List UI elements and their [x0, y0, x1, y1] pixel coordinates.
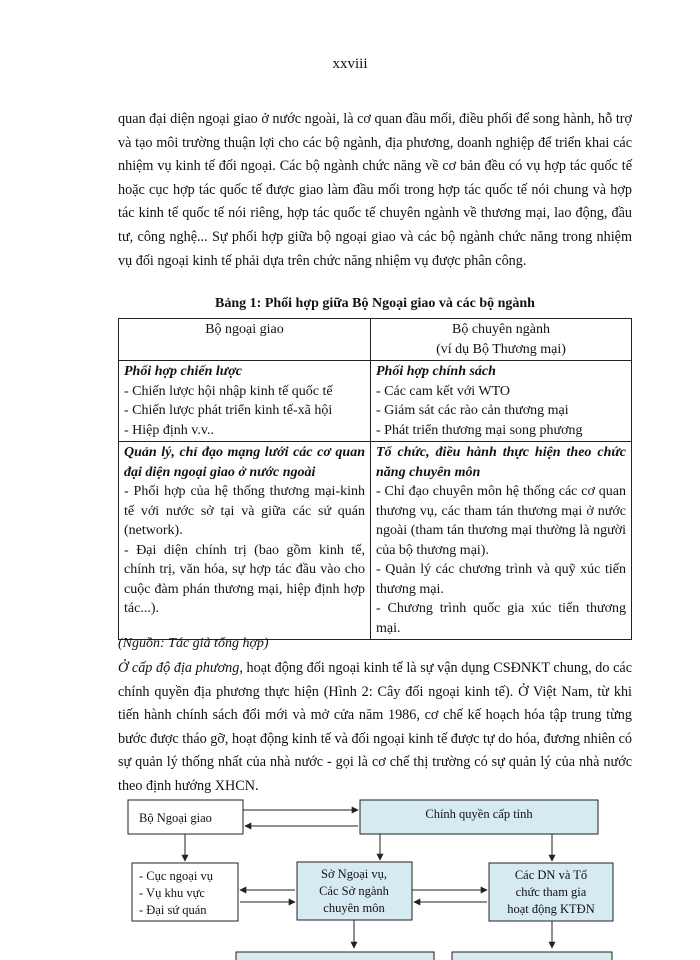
table-header-row: [119, 319, 632, 361]
list-item: - Chiến lược hội nhập kinh tế quốc tế: [124, 383, 333, 399]
list-item: - Chỉ đạo chuyên môn hệ thống các cơ quan thương vụ, các tham tán thương mại ở nước ngoài (tham tán thương mại thường là người của bộ thương mại).: [376, 484, 626, 558]
unit-line: - Vụ khu vực: [139, 886, 205, 900]
page-number: xxviii: [332, 56, 368, 72]
list-item: - Đại diện chính trị (bao gồm kinh tế, chính trị, văn hóa, sự hợp tác đầu vào cho cuộc đàm phán thương mại, hiệp định hợp tác...).: [124, 542, 365, 616]
box-mofa-label: Bộ Ngoại giao: [139, 811, 212, 825]
enterprise-line: hoạt động KTĐN: [507, 902, 595, 916]
cell-title: Quản lý, chỉ đạo mạng lưới các cơ quan đại diện ngoại giao ở nước ngoài: [124, 445, 365, 480]
table-row: [119, 442, 632, 640]
department-line: Các Sở ngành: [319, 884, 389, 898]
list-item: - Các cam kết với WTO: [376, 383, 511, 399]
cell-title: Tổ chức, điều hành thực hiện theo chức năng chuyên môn: [376, 445, 626, 480]
list-item: - Chương trình quốc gia xúc tiến thương mại.: [376, 601, 626, 636]
list-item: - Giám sát các rào cản thương mại: [376, 403, 569, 418]
list-item: - Phối hợp của hệ thống thương mại-kinh tế với nước sở tại và giữa các sứ quán (network).: [124, 484, 365, 538]
list-item: - Phát triển thương mại song phương: [376, 422, 583, 438]
cell-title: Phối hợp chính sách: [376, 364, 496, 379]
cell-policy: [371, 361, 632, 442]
header-ministry-label: Bộ chuyên ngành: [452, 322, 550, 337]
header-mofa: [119, 319, 371, 361]
enterprise-line: Các DN và Tổ: [514, 868, 588, 882]
cell-network-management: [119, 442, 371, 640]
cell-professional-execution: [371, 442, 632, 640]
list-item: - Hiệp định v.v..: [124, 422, 214, 438]
header-mofa-label: Bộ ngoại giao: [205, 322, 284, 337]
list-item: - Quản lý các chương trình và quỹ xúc tiến thương mại.: [376, 562, 626, 597]
foreign-economic-tree-diagram: [0, 790, 700, 960]
department-line: Sở Ngoại vụ,: [321, 867, 387, 881]
box-province-label: Chính quyền cấp tỉnh: [425, 807, 533, 821]
paragraph-2-text: , hoạt động đối ngoại kinh tế là sự vận dụng CSĐNKT chung, do các chính quyền địa phương thực hiện (Hình 2: Cây đối ngoại kinh tế). Ở Việt Nam, từ khi tiến hành chính sách đổi mới và mở cửa năm 1986, cơ chế kế hoạch hóa tập trung từng bước được tháo gỡ, hoạt động kinh tế và đối ngoại kinh tế được tự do hóa, đương nhiên có sự quản lý thống nhất của nhà nước - gọi là cơ chế thị trường có sự quản lý của nhà nước theo định hướng XHCN.: [118, 660, 633, 794]
unit-line: - Cục ngoại vụ: [139, 869, 213, 883]
cell-strategy: [119, 361, 371, 442]
list-item: - Chiến lược phát triển kinh tế-xã hội: [124, 403, 333, 418]
header-ministry: [371, 319, 632, 361]
body-paragraph-1: quan đại diện ngoại giao ở nước ngoài, là cơ quan đầu mối, điều phối để song hành, hỗ trợ và tạo môi trường thuận lợi cho các bộ ngành, địa phương, doanh nghiệp để triển khai các nhiệm vụ kinh tế đối ngoại. Các bộ ngành chức năng về cơ bản đều có vụ hợp tác quốc tế hoặc cục hợp tác quốc tế được giao làm đầu mối trong hợp tác quốc tế nói chung và hợp tác kinh tế quốc tế nói riêng, hợp tác quốc tế chuyên ngành về thương mại, lao động, đầu tư, công nghệ... Sự phối hợp giữa bộ ngoại giao và các bộ ngành chức năng trong nhiệm vụ đối ngoại kinh tế phải dựa trên chức năng nhiệm vụ được phân công.: [118, 111, 632, 269]
cell-title: Phối hợp chiến lược: [124, 364, 242, 379]
department-line: chuyên môn: [323, 901, 385, 915]
unit-line: - Đại sứ quán: [139, 903, 207, 917]
coordination-table: [118, 318, 632, 640]
enterprise-line: chức tham gia: [515, 885, 587, 899]
table-caption: Bảng 1: Phối hợp giữa Bộ Ngoại giao và các bộ ngành: [215, 296, 535, 311]
table-row: [119, 361, 632, 442]
source-note: (Nguồn: Tác giả tổng hợp): [118, 636, 269, 651]
body-paragraph-2: [118, 657, 632, 799]
paragraph-2-lead: Ở cấp độ địa phương: [118, 660, 240, 676]
header-ministry-example: (ví dụ Bộ Thương mại): [436, 341, 566, 357]
box-partial-left: [236, 952, 434, 960]
box-partial-right: [452, 952, 612, 960]
